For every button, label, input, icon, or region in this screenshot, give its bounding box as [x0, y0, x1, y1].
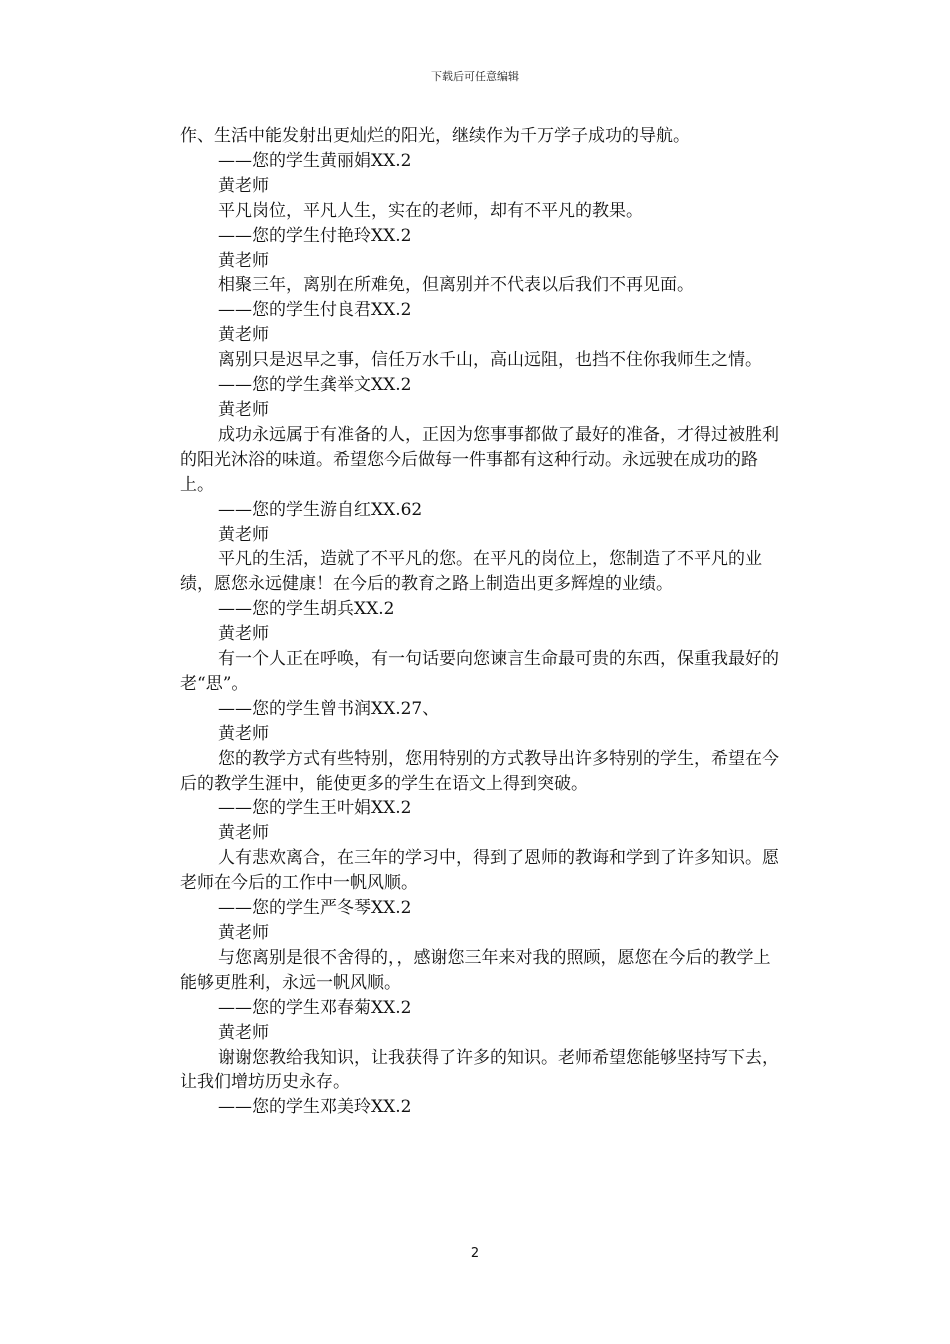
signature-line: ——您的学生邓春菊XX.2 — [218, 997, 412, 1018]
message-paragraph: 成功永远属于有准备的人，正因为您事事都做了最好的准备，才得过被胜利的阳光沐浴的味道。希望您今后做每一件事都有这种行动。永远驶在成功的路上。 — [180, 424, 779, 495]
salutation: 黄老师 — [218, 325, 269, 346]
signature-line: ——您的学生胡兵XX.2 — [218, 599, 395, 620]
salutation: 黄老师 — [218, 250, 269, 271]
message-paragraph: 有一个人正在呼唤，有一句话要向您谏言生命最可贵的东西，保重我最好的老“思”。 — [180, 649, 779, 694]
message-paragraph: 平凡的生活，造就了不平凡的您。在平凡的岗位上，您制造了不平凡的业绩，愿您永远健康！在今后的教育之路上制造出更多辉煌的业绩。 — [180, 549, 762, 595]
message-paragraph: 人有悲欢离合，在三年的学习中，得到了恩师的教诲和学到了许多知识。愿老师在今后的工作中一帆风顺。 — [180, 848, 779, 894]
message-paragraph: 相聚三年，离别在所难免，但离别并不代表以后我们不再见面。 — [218, 275, 694, 296]
signature-line: ——您的学生付艳玲XX.2 — [218, 225, 412, 246]
message-paragraph: 平凡岗位，平凡人生，实在的老师，却有不平凡的教果。 — [218, 200, 643, 221]
document-body — [180, 124, 780, 1120]
salutation: 黄老师 — [218, 923, 269, 943]
page-header: 下载后可任意编辑 — [431, 70, 519, 83]
salutation: 黄老师 — [218, 624, 269, 645]
salutation: 黄老师 — [218, 524, 269, 545]
message-paragraph: 谢谢您教给我知识，让我获得了许多的知识。老师希望您能够坚持写下去，让我们增坊历史永存。 — [180, 1047, 779, 1093]
signature-line: ——您的学生游自红XX.62 — [218, 499, 423, 520]
message-paragraph: 与您离别是很不舍得的，，感谢您三年来对我的照顾，愿您在今后的教学上能够更胜利，永远一帆风顺。 — [180, 947, 771, 993]
salutation: 黄老师 — [218, 1022, 269, 1043]
page-number: 2 — [470, 1246, 480, 1261]
signature-line: ——您的学生黄丽娟XX.2 — [218, 150, 412, 171]
signature-line: ——您的学生付良君XX.2 — [218, 300, 412, 321]
paragraph-continuation: 作、生活中能发射出更灿烂的阳光，继续作为千万学子成功的导航。 — [180, 126, 690, 146]
signature-line: ——您的学生王叶娟XX.2 — [218, 798, 412, 819]
salutation: 黄老师 — [218, 723, 269, 744]
signature-line: ——您的学生邓美玲XX.2 — [218, 1097, 412, 1118]
message-paragraph: 离别只是迟早之事，信任万水千山，高山远阻，也挡不住你我师生之情。 — [218, 350, 762, 371]
salutation: 黄老师 — [218, 399, 269, 420]
message-paragraph: 您的教学方式有些特别，您用特别的方式教导出许多特别的学生，希望在今后的教学生涯中，能使更多的学生在语文上得到突破。 — [180, 748, 779, 794]
signature-line: ——您的学生严冬琴XX.2 — [218, 898, 412, 919]
signature-line: ——您的学生曾书润XX.27、 — [218, 698, 440, 719]
signature-line: ——您的学生龚举文XX.2 — [218, 375, 412, 396]
salutation: 黄老师 — [218, 175, 269, 196]
salutation: 黄老师 — [218, 823, 269, 844]
